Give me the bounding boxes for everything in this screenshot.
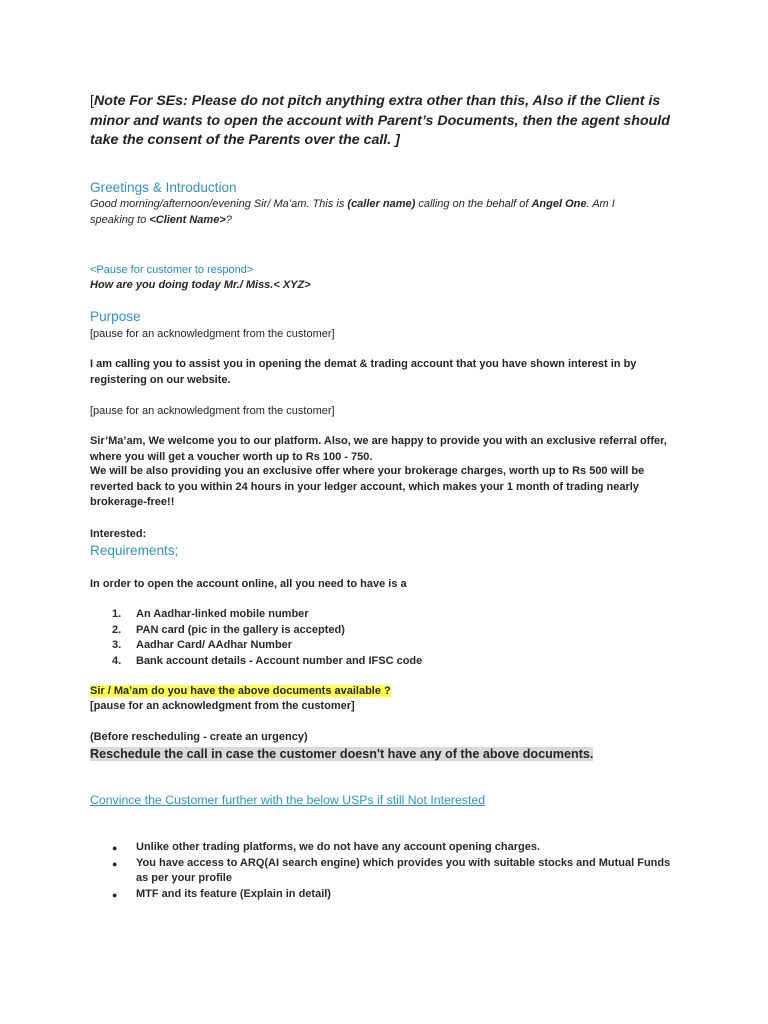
company-name: Angel One xyxy=(531,198,587,210)
brokerage-paragraph: We will be also providing you an exclusive offer where your brokerage charges, worth up to Rs 500 will be reverted back to you within 24 hours in your ledger account, which makes your 1 month of trading nearly brokerage-free!! xyxy=(90,465,645,508)
list-item-text: PAN card (pic in the gallery is accepted) xyxy=(136,623,345,636)
purpose-heading: Purpose xyxy=(90,309,141,324)
note-for-ses xyxy=(90,92,690,151)
list-item-text: Aadhar Card/ AAdhar Number xyxy=(136,639,293,651)
documents-question: Sir / Ma’am do you have the above documents available ? xyxy=(90,685,391,697)
list-marker: 3. xyxy=(112,639,122,651)
greeting-text-a: Good morning/afternoon/evening Sir/ Ma’am. This is xyxy=(90,198,348,210)
list-item xyxy=(112,623,422,639)
list-item-text: You have access to ARQ(AI search engine) which provides you with suitable stocks and Mutual Funds as per your profile xyxy=(136,856,671,884)
requirements-heading: Requirements; xyxy=(90,543,179,558)
reschedule-line xyxy=(90,745,690,763)
list-item xyxy=(112,887,672,903)
offer-paragraph: Sir’Ma’am, We welcome you to our platform. Also, we are happy to provide you with an exclusive referral offer, where you will get a voucher worth up to Rs 100 - 750. xyxy=(90,435,667,463)
list-item-text: Bank account details - Account number and IFSC code xyxy=(136,654,423,667)
greeting-text-d: ? xyxy=(225,213,232,226)
requirements-intro: In order to open the account online, all you need to have is a xyxy=(90,578,407,590)
greetings-heading: Greetings & Introduction xyxy=(90,180,237,195)
convince-link[interactable]: Convince the Customer further with the below USPs if still Not Interested xyxy=(90,793,486,807)
how-are-you-question: How are you doing today Mr./ Miss.< XYZ> xyxy=(90,279,311,291)
requirements-pause: [pause for an acknowledgment from the customer] xyxy=(90,700,355,712)
list-item xyxy=(112,654,422,670)
note-text: Note For SEs: Please do not pitch anything extra other than this, Also if the Client is minor and wants to open the account with Parent’s Documents, then the agent should take the consent of the Parents over the call. ] xyxy=(90,93,670,148)
usp-list xyxy=(112,840,672,902)
list-item-text: An Aadhar-linked mobile number xyxy=(136,608,309,620)
list-item-text: MTF and its feature (Explain in detail) xyxy=(136,887,331,900)
note-bracket: [ xyxy=(90,93,94,109)
list-item xyxy=(112,607,422,623)
requirements-list xyxy=(112,607,422,669)
purpose-paragraph-1: I am calling you to assist you in opening the demat & trading account that you have shown interest in by registering on our website. xyxy=(90,358,637,386)
documents-question-line xyxy=(90,684,690,700)
greeting-line xyxy=(90,197,650,228)
caller-name: (caller name) xyxy=(347,198,416,210)
list-marker: 1. xyxy=(112,608,122,620)
list-item xyxy=(112,840,672,856)
client-name: <Client Name> xyxy=(149,213,226,226)
list-item xyxy=(112,856,672,887)
bullet-icon: ● xyxy=(112,889,118,900)
greeting-text-c: . Am I speaking to xyxy=(90,198,615,226)
list-marker: 2. xyxy=(112,623,122,636)
purpose-pause-1: [pause for an acknowledgment from the customer] xyxy=(90,328,335,340)
list-item xyxy=(112,638,422,654)
reschedule-note: Reschedule the call in case the customer doesn't have any of the above documents. xyxy=(90,747,594,761)
greeting-text-b: calling on the behalf of xyxy=(415,198,532,210)
bullet-icon: ● xyxy=(112,843,118,853)
bullet-icon: ● xyxy=(112,858,118,869)
urgency-note: (Before rescheduling - create an urgency) xyxy=(90,731,308,743)
pause-prompt: <Pause for customer to respond> xyxy=(90,264,254,276)
list-marker: 4. xyxy=(112,654,122,667)
interested-label: Interested: xyxy=(90,528,147,540)
purpose-pause-2: [pause for an acknowledgment from the customer] xyxy=(90,405,335,417)
list-item-text: Unlike other trading platforms, we do not have any account opening charges. xyxy=(136,841,541,853)
